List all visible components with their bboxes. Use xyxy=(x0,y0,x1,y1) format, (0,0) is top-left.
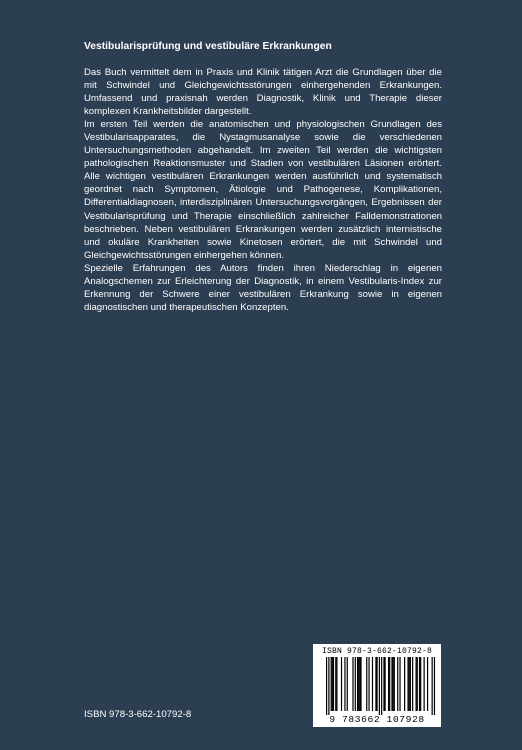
barcode-bar xyxy=(368,657,369,711)
barcode-bar xyxy=(415,657,416,711)
barcode-bar xyxy=(417,657,418,711)
barcode-bar xyxy=(347,657,348,711)
barcode-bar xyxy=(379,657,380,715)
barcode-bar xyxy=(388,657,389,711)
barcode-bar xyxy=(366,657,367,711)
barcode-bar xyxy=(397,657,398,711)
barcode-bar xyxy=(393,657,394,711)
barcode-bar xyxy=(375,657,376,711)
barcode-bar xyxy=(394,657,395,711)
barcode-bar xyxy=(407,657,408,711)
isbn-label: ISBN 978-3-662-10792-8 xyxy=(84,709,192,720)
barcode-bar xyxy=(409,657,410,711)
barcode-bar xyxy=(432,657,433,715)
barcode-bar xyxy=(332,657,333,711)
blurb-text xyxy=(84,66,442,314)
barcode-bar xyxy=(360,657,361,711)
barcode-bar xyxy=(383,657,384,711)
barcode-bar xyxy=(434,657,435,715)
barcode-bar xyxy=(391,657,392,711)
barcode-bar xyxy=(420,657,421,711)
barcode-isbn-text: ISBN 978-3-662-10792-8 xyxy=(321,647,433,656)
blurb-paragraph: Im ersten Teil werden die anatomischen und physiologischen Grundlagen des Vestibularisapparates, die Nystagmusanalyse sowie die verschiedenen Untersuchungsmethoden abgehandelt. Im zweiten Teil werden die wichtigsten pathologischen Reaktionsmuster und Stadien von vestibulären Läsionen erörtert. Alle wichtigen vestibulären Erkrankungen werden ausführlich und systematisch geordnet nach Symptomen, Ätiologie und Pathogenese, Komplikationen, Differentialdiagnosen, interdisziplinären Untersuchungsvorgängen, Ergebnissen der Vestibularisprüfung und Therapie einschließlich zahlreicher Falldemonstrationen beschrieben. Neben vestibulären Erkrankungen werden zusätzlich internistische und okuläre Krankheiten sowie Kinetosen erörtert, die mit Schwindel und Gleichgewichtsstörungen einhergehen können. xyxy=(84,119,442,261)
barcode-bar xyxy=(341,657,342,711)
barcode-bar xyxy=(352,657,353,711)
barcode-bar xyxy=(357,657,358,711)
barcode-bar xyxy=(389,657,390,711)
barcode-bar xyxy=(358,657,359,711)
barcode-bar xyxy=(424,657,425,711)
barcode-bar xyxy=(335,657,336,711)
barcode-bar xyxy=(404,657,405,711)
barcode-bar xyxy=(427,657,428,711)
barcode-bar xyxy=(359,657,360,711)
barcode-bar xyxy=(326,657,327,715)
barcode-bar xyxy=(372,657,373,711)
barcode-digits: 9 783662 107928 xyxy=(329,714,425,725)
barcode-bar xyxy=(412,657,413,711)
barcode-bar xyxy=(344,657,345,711)
barcode-bars xyxy=(313,657,441,715)
barcode-bar xyxy=(331,657,332,711)
barcode-bar xyxy=(419,657,420,711)
barcode-bar xyxy=(376,657,377,711)
blurb-paragraph: Das Buch vermittelt dem in Praxis und Klinik tätigen Arzt die Grundlagen über die mit Schwindel und Gleichgewichtsstörungen einhergehenden Erkrankungen. Umfassend und praxisnah werden Diagnostik, Klinik und Therapie dieser komplexen Krankheitsbilder dargestellt. xyxy=(84,67,442,118)
barcode-bar xyxy=(328,657,329,715)
barcode-bar xyxy=(385,657,386,711)
barcode-bar xyxy=(355,657,356,711)
book-title: Vestibularisprüfung und vestibuläre Erkrankungen xyxy=(84,41,332,52)
barcode-bar xyxy=(336,657,337,711)
barcode-bar xyxy=(381,657,382,715)
barcode xyxy=(313,644,441,727)
barcode-bar xyxy=(410,657,411,711)
blurb-paragraph: Spezielle Erfahrungen des Autors finden ihren Niederschlag in eigenen Analogschemen zur Erleichterung der Diagnostik, in einem Vestibularis-Index zur Erkennung der Schwere einer vestibulären Erkrankung sowie in eigenen diagnostischen und therapeutischen Konzepten. xyxy=(84,262,442,313)
barcode-bar xyxy=(399,657,400,711)
barcode-bar xyxy=(333,657,334,711)
